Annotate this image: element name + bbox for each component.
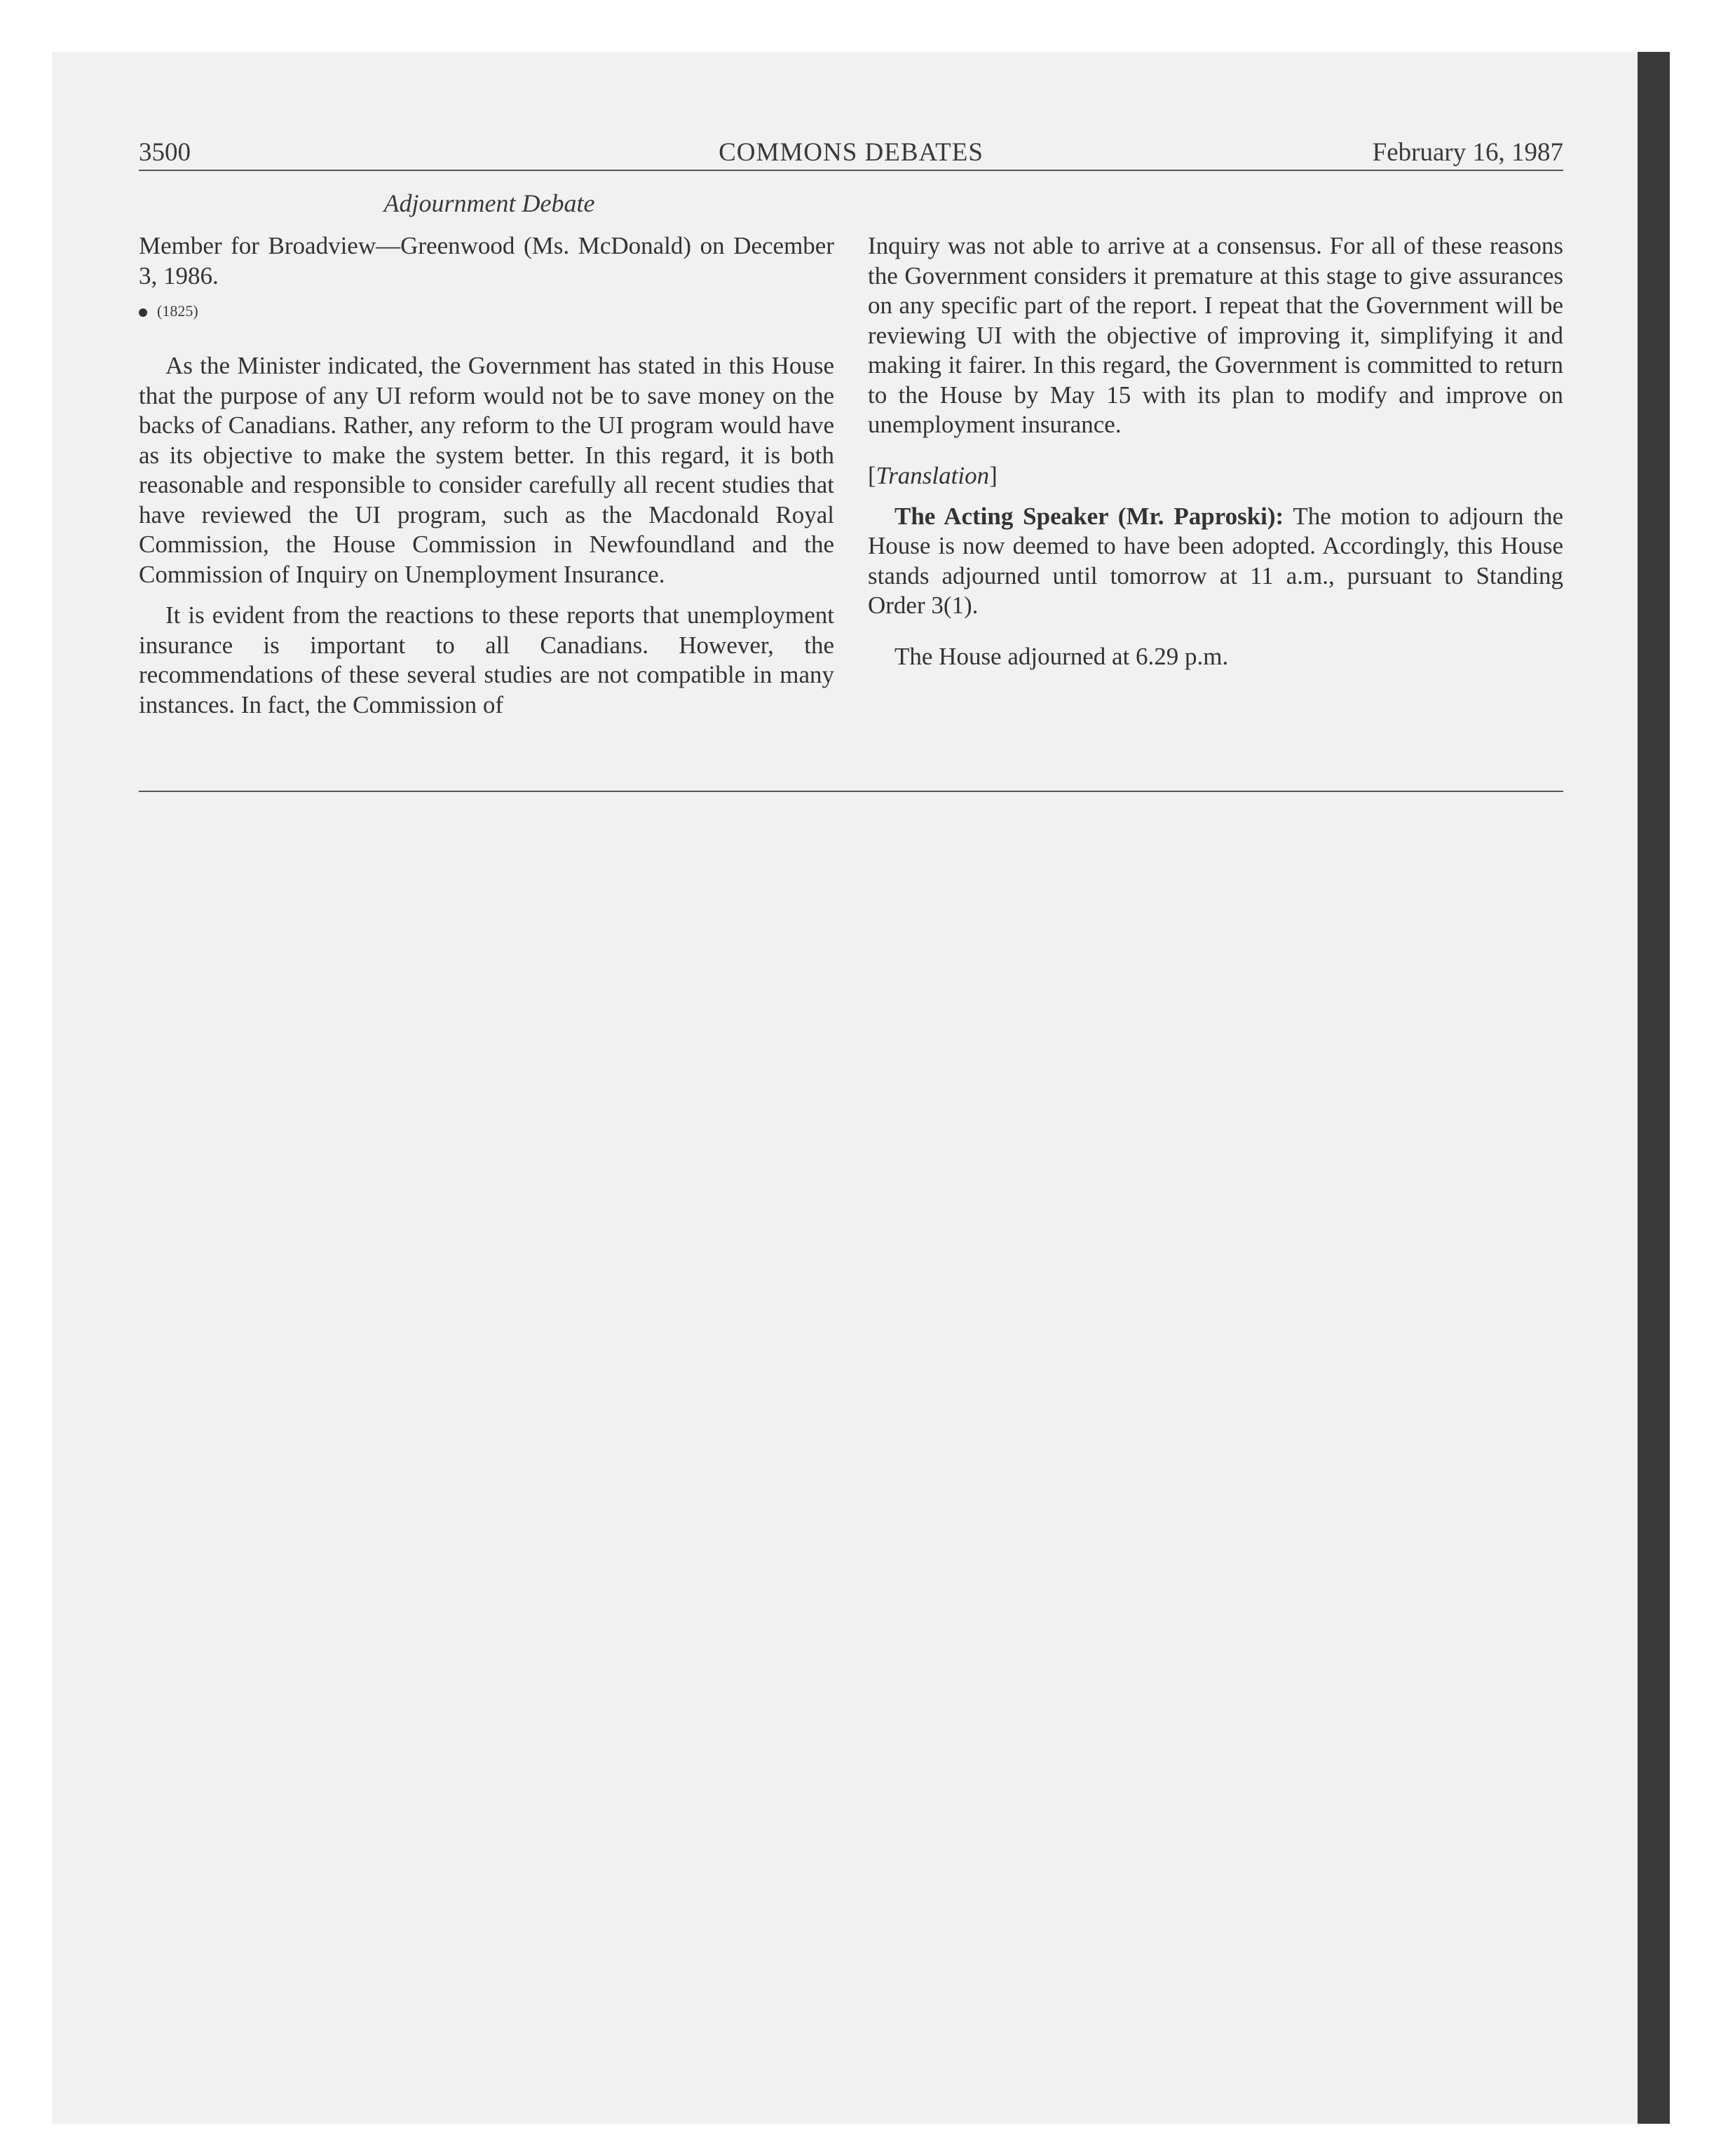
translation-label: Translation: [876, 461, 990, 489]
paragraph-reactions: It is evident from the reactions to these reports that unemployment insurance is important to all Canadians. However, the recommendations of these several studies are not compatible in many instances. In fact, the Commission of: [139, 601, 834, 718]
translation-note: [868, 461, 1563, 491]
left-column: [139, 231, 834, 720]
speaker-name: The Acting Speaker (Mr. Paproski):: [894, 502, 1284, 530]
adjournment-notice: The House adjourned at 6.29 p.m.: [894, 642, 1229, 670]
section-title: Adjournment Debate: [383, 189, 595, 217]
binding-edge: [1638, 52, 1670, 2124]
issue-date: February 16, 1987: [1372, 138, 1563, 167]
right-column: [868, 231, 1563, 671]
paragraph-ui-reform: As the Minister indicated, the Government has stated in this House that the purpose of any UI reform would not be to save money on the backs of Canadians. Rather, any reform to the UI program would have as its objective to make the system better. In this regard, it is both reasonable and responsible to consider carefully all recent studies that have reviewed the UI program, such as the Macdonald Royal Commission, the House Commission in Newfoundland and the Commission of Inquiry on Unemployment Insurance.: [139, 352, 834, 588]
journal-title: COMMONS DEBATES: [719, 138, 984, 167]
header-rule: [139, 170, 1563, 171]
time-marker: [139, 296, 834, 326]
bullet-icon: [139, 308, 147, 317]
time-marker-text: (1825): [157, 302, 198, 320]
bracket-close: ]: [989, 461, 998, 489]
paragraph-acting-speaker: [868, 502, 1563, 621]
paragraph-member-reference: Member for Broadview—Greenwood (Ms. McDonald) on December 3, 1986.: [139, 232, 834, 289]
page-header: [139, 135, 1563, 171]
paragraph-inquiry: Inquiry was not able to arrive at a consensus. For all of these reasons the Government considers it premature at this stage to give assurances on any specific part of the report. I repeat that the Government will be reviewing UI with the objective of improving it, simplifying it and making it fairer. In this regard, the Government is committed to return to the House by May 15 with its plan to modify and improve on unemployment insurance.: [868, 232, 1563, 438]
page-number: 3500: [139, 138, 191, 167]
end-rule: [139, 791, 1563, 792]
bracket-open: [: [868, 461, 876, 489]
speaker-statement: The motion to adjourn the House is now deemed to have been adopted. Accordingly, this House stands adjourned until tomorrow at 11 a.m., pursuant to Standing Order 3(1).: [868, 502, 1563, 619]
